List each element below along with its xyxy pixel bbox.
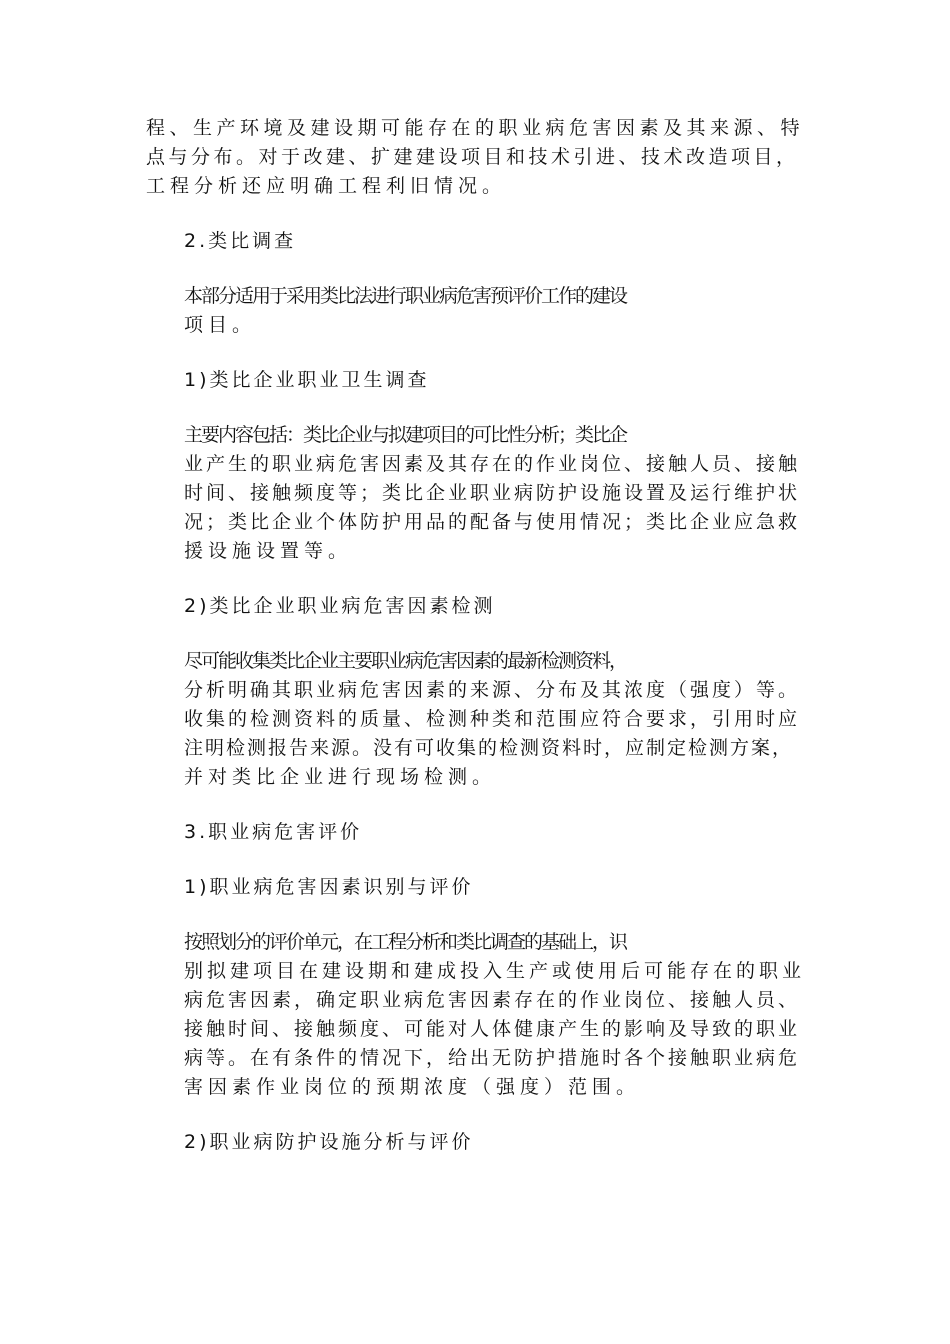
paragraph-line: 接触时间、接触频度、可能对人体健康产生的影响及导致的职业: [184, 1018, 801, 1040]
paragraph: [146, 282, 806, 340]
paragraph-line: 按照划分的评价单元，在工程分析和类比调查的基础上，识: [184, 931, 627, 953]
paragraph-line: 注明检测报告来源。没有可收集的检测资料时，应制定检测方案，: [184, 737, 794, 759]
paragraph-line: 病危害因素，确定职业病危害因素存在的作业岗位、接触人员、: [184, 989, 801, 1011]
paragraph: [146, 647, 806, 792]
paragraph-line: 并对类比企业进行现场检测。: [184, 766, 497, 788]
paragraph-line: 工程分析还应明确工程利旧情况。: [146, 175, 507, 197]
paragraph-line: 况；类比企业个体防护用品的配备与使用情况；类比企业应急救: [184, 511, 801, 533]
section-heading: 2)职业病防护设施分析与评价: [184, 1131, 474, 1153]
paragraph-line: 援设施设置等。: [184, 540, 353, 562]
paragraph-line: 项目。: [184, 314, 257, 336]
document-body: [146, 114, 806, 1183]
section-heading: 3.职业病危害评价: [184, 821, 363, 843]
paragraph: [146, 114, 806, 201]
paragraph-line: 分析明确其职业病危害因素的来源、分布及其浓度（强度）等。: [184, 679, 801, 701]
paragraph-line: 病等。在有条件的情况下，给出无防护措施时各个接触职业病危: [184, 1047, 801, 1069]
paragraph: [146, 421, 806, 566]
paragraph-line: 主要内容包括：类比企业与拟建项目的可比性分析；类比企: [184, 424, 627, 446]
section-heading: 2.类比调查: [184, 230, 297, 252]
section-heading: 1)职业病危害因素识别与评价: [184, 876, 474, 898]
paragraph-line: 收集的检测资料的质量、检测种类和范围应符合要求，引用时应: [184, 708, 801, 730]
section-heading: 1)类比企业职业卫生调查: [184, 369, 430, 391]
section-heading: 2)类比企业职业病危害因素检测: [184, 595, 496, 617]
paragraph-line: 尽可能收集类比企业主要职业病危害因素的最新检测资料，: [184, 650, 627, 672]
paragraph-line: 本部分适用于采用类比法进行职业病危害预评价工作的建设: [184, 285, 627, 307]
paragraph-line: 时间、接触频度等；类比企业职业病防护设施设置及运行维护状: [184, 482, 801, 504]
paragraph-line: 业产生的职业病危害因素及其存在的作业岗位、接触人员、接触: [184, 453, 801, 475]
paragraph-line: 点与分布。对于改建、扩建建设项目和技术引进、技术改造项目，: [146, 146, 799, 168]
paragraph-line: 害因素作业岗位的预期浓度（强度）范围。: [184, 1076, 641, 1098]
paragraph-line: 程、生产环境及建设期可能存在的职业病危害因素及其来源、特: [146, 117, 805, 139]
paragraph-line: 别拟建项目在建设期和建成投入生产或使用后可能存在的职业: [184, 960, 806, 982]
paragraph: [146, 928, 806, 1102]
